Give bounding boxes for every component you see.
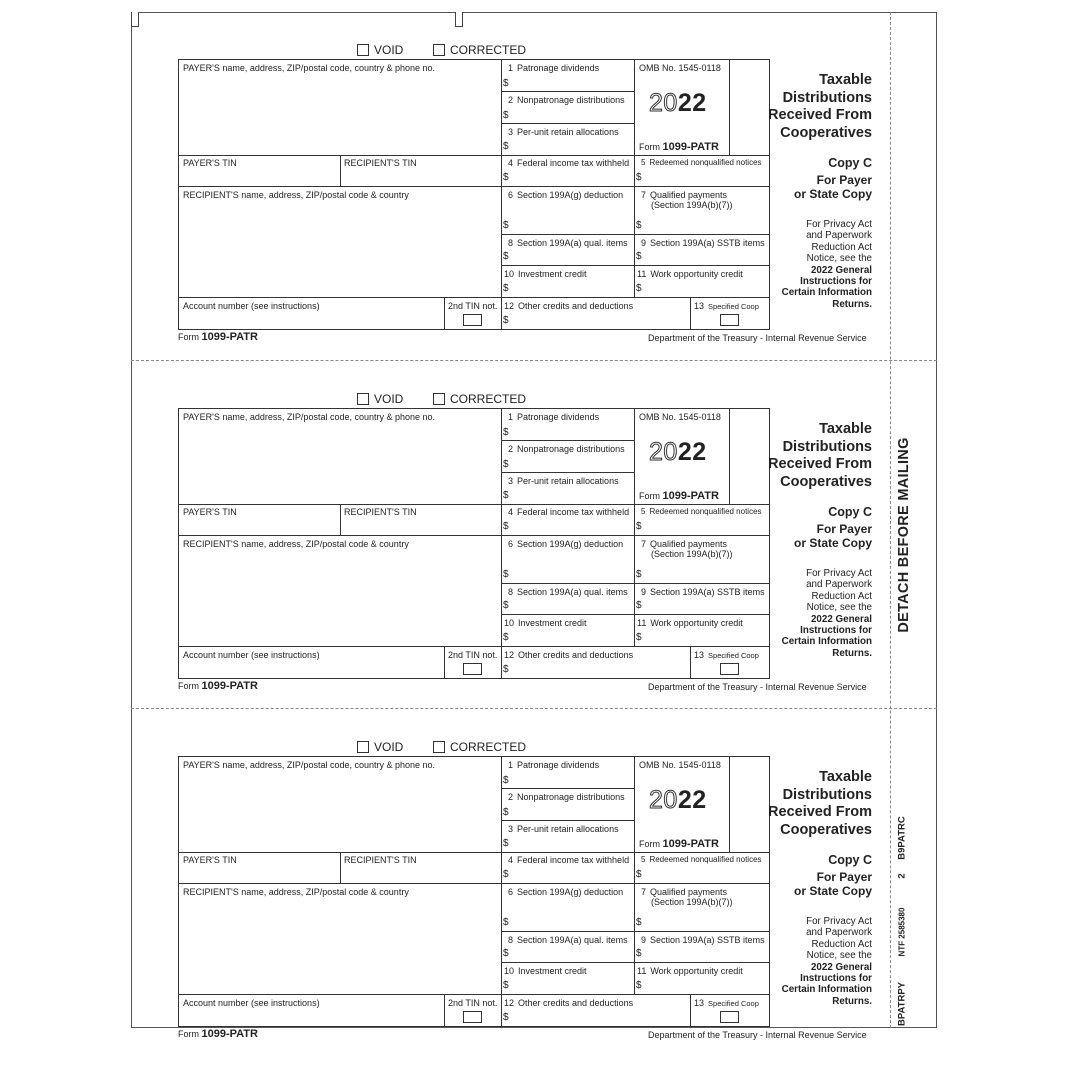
privacy-notice: For Privacy Act and Paperwork Reduction Act Notice, see the 2022 General Instructions for Certain Information Returns. (781, 568, 872, 659)
form-copy (0, 349, 1069, 697)
omb-number: OMB No. 1545-0118 (639, 760, 721, 770)
box13-label: 13 Specified Coop (694, 998, 759, 1008)
dollar-sign: $ (503, 600, 509, 611)
dollar-sign: $ (503, 521, 509, 532)
box2-label[interactable]: 2 Nonpatronage distributions (508, 95, 625, 105)
box9-label[interactable]: 9 Section 199A(a) SSTB items (641, 238, 765, 248)
form-id-footer: Form 1099-PATR (178, 331, 258, 343)
dollar-sign: $ (503, 141, 509, 152)
second-tin-checkbox[interactable] (463, 663, 482, 675)
dollar-sign: $ (503, 1012, 509, 1023)
payer-tin-field[interactable]: PAYER'S TIN (183, 158, 237, 168)
dollar-sign: $ (636, 980, 642, 991)
box1-label[interactable]: 1 Patronage dividends (508, 760, 600, 770)
recipient-tin-field[interactable]: RECIPIENT'S TIN (344, 855, 417, 865)
box6-label[interactable]: 6 Section 199A(g) deduction (508, 539, 624, 549)
void-label: VOID (374, 392, 404, 406)
box7-label[interactable]: 7 Qualified payments (Section 199A(b)(7)) (641, 539, 733, 559)
form-id-top: Form 1099-PATR (639, 838, 719, 850)
privacy-notice: For Privacy Act and Paperwork Reduction Act Notice, see the 2022 General Instructions for Certain Information Returns. (781, 916, 872, 1007)
void-label: VOID (374, 43, 404, 57)
box6-label[interactable]: 6 Section 199A(g) deduction (508, 190, 624, 200)
dollar-sign: $ (503, 220, 509, 231)
dollar-sign: $ (503, 459, 509, 470)
void-checkbox[interactable] (357, 741, 369, 753)
dollar-sign: $ (636, 521, 642, 532)
form-title: Taxable Distributions Received From Cooperatives (768, 72, 872, 141)
dollar-sign: $ (636, 632, 642, 643)
void-label: VOID (374, 740, 404, 754)
box11-label[interactable]: 11 Work opportunity credit (637, 966, 743, 976)
box12-label[interactable]: 12 Other credits and deductions (504, 301, 634, 311)
recipient-name-field[interactable]: RECIPIENT'S name, address, ZIP/postal code & country (183, 539, 409, 549)
dollar-sign: $ (636, 917, 642, 928)
dollar-sign: $ (503, 807, 509, 818)
dollar-sign: $ (503, 490, 509, 501)
privacy-notice: For Privacy Act and Paperwork Reduction Act Notice, see the 2022 General Instructions for Certain Information Returns. (781, 219, 872, 310)
second-tin-checkbox[interactable] (463, 1011, 482, 1023)
box4-label[interactable]: 4 Federal income tax withheld (508, 158, 630, 168)
dollar-sign: $ (636, 283, 642, 294)
dollar-sign: $ (636, 948, 642, 959)
specified-coop-checkbox[interactable] (720, 663, 739, 675)
form-id-footer: Form 1099-PATR (178, 1028, 258, 1040)
payer-name-field[interactable]: PAYER'S name, address, ZIP/postal code, country & phone no. (183, 412, 436, 422)
box5-label[interactable]: 5 Redeemed nonqualified notices (641, 855, 762, 864)
box10-label[interactable]: 10 Investment credit (504, 966, 587, 976)
dollar-sign: $ (636, 569, 642, 580)
void-checkbox[interactable] (357, 44, 369, 56)
copy-designation: Copy C For Payer or State Copy (793, 505, 872, 550)
box8-label[interactable]: 8 Section 199A(a) qual. items (508, 935, 628, 945)
second-tin-label: 2nd TIN not. (448, 650, 498, 660)
dollar-sign: $ (503, 838, 509, 849)
department-footer: Department of the Treasury - Internal Revenue Service (648, 333, 867, 343)
omb-number: OMB No. 1545-0118 (639, 412, 721, 422)
box11-label[interactable]: 11 Work opportunity credit (637, 618, 743, 628)
box13-label: 13 Specified Coop (694, 301, 759, 311)
box4-label[interactable]: 4 Federal income tax withheld (508, 855, 630, 865)
box9-label[interactable]: 9 Section 199A(a) SSTB items (641, 587, 765, 597)
dollar-sign: $ (636, 220, 642, 231)
box3-label[interactable]: 3 Per-unit retain allocations (508, 824, 619, 834)
tax-year: 2022 (649, 438, 707, 466)
box13-label: 13 Specified Coop (694, 650, 759, 660)
tax-year: 2022 (649, 89, 707, 117)
dollar-sign: $ (503, 283, 509, 294)
box11-label[interactable]: 11 Work opportunity credit (637, 269, 743, 279)
dollar-sign: $ (503, 251, 509, 262)
dollar-sign: $ (503, 869, 509, 880)
form-id-top: Form 1099-PATR (639, 490, 719, 502)
dollar-sign: $ (503, 775, 509, 786)
dollar-sign: $ (636, 172, 642, 183)
box10-label[interactable]: 10 Investment credit (504, 269, 587, 279)
omb-number: OMB No. 1545-0118 (639, 63, 721, 73)
second-tin-label: 2nd TIN not. (448, 998, 498, 1008)
dollar-sign: $ (503, 632, 509, 643)
form-title: Taxable Distributions Received From Cooperatives (768, 769, 872, 838)
box12-label[interactable]: 12 Other credits and deductions (504, 998, 634, 1008)
box7-label[interactable]: 7 Qualified payments (Section 199A(b)(7)) (641, 190, 733, 210)
form-id-top: Form 1099-PATR (639, 141, 719, 153)
payer-name-field[interactable]: PAYER'S name, address, ZIP/postal code, country & phone no. (183, 63, 436, 73)
department-footer: Department of the Treasury - Internal Revenue Service (648, 1030, 867, 1040)
corrected-label: CORRECTED (450, 43, 527, 57)
payer-tin-field[interactable]: PAYER'S TIN (183, 507, 237, 517)
second-tin-label: 2nd TIN not. (448, 301, 498, 311)
box5-label[interactable]: 5 Redeemed nonqualified notices (641, 507, 762, 516)
copy-designation: Copy C For Payer or State Copy (793, 156, 872, 201)
box9-label[interactable]: 9 Section 199A(a) SSTB items (641, 935, 765, 945)
payer-tin-field[interactable]: PAYER'S TIN (183, 855, 237, 865)
recipient-name-field[interactable]: RECIPIENT'S name, address, ZIP/postal code & country (183, 190, 409, 200)
box1-label[interactable]: 1 Patronage dividends (508, 412, 600, 422)
recipient-tin-field[interactable]: RECIPIENT'S TIN (344, 158, 417, 168)
corrected-checkbox[interactable] (433, 44, 445, 56)
dollar-sign: $ (503, 172, 509, 183)
form-id-footer: Form 1099-PATR (178, 680, 258, 692)
box4-label[interactable]: 4 Federal income tax withheld (508, 507, 630, 517)
dollar-sign: $ (503, 980, 509, 991)
form-title: Taxable Distributions Received From Cooperatives (768, 421, 872, 490)
box2-label[interactable]: 2 Nonpatronage distributions (508, 444, 625, 454)
box8-label[interactable]: 8 Section 199A(a) qual. items (508, 587, 628, 597)
dollar-sign: $ (503, 110, 509, 121)
corrected-checkbox[interactable] (433, 741, 445, 753)
dollar-sign: $ (503, 315, 509, 326)
account-number-field[interactable]: Account number (see instructions) (183, 650, 320, 660)
recipient-name-field[interactable]: RECIPIENT'S name, address, ZIP/postal code & country (183, 887, 409, 897)
recipient-tin-field[interactable]: RECIPIENT'S TIN (344, 507, 417, 517)
specified-coop-checkbox[interactable] (720, 1011, 739, 1023)
box7-label[interactable]: 7 Qualified payments (Section 199A(b)(7)) (641, 887, 733, 907)
account-number-field[interactable]: Account number (see instructions) (183, 998, 320, 1008)
box1-label[interactable]: 1 Patronage dividends (508, 63, 600, 73)
second-tin-checkbox[interactable] (463, 314, 482, 326)
corrected-label: CORRECTED (450, 392, 527, 406)
account-number-field[interactable]: Account number (see instructions) (183, 301, 320, 311)
box5-label[interactable]: 5 Redeemed nonqualified notices (641, 158, 762, 167)
dollar-sign: $ (503, 948, 509, 959)
box12-label[interactable]: 12 Other credits and deductions (504, 650, 634, 660)
box8-label[interactable]: 8 Section 199A(a) qual. items (508, 238, 628, 248)
dollar-sign: $ (636, 600, 642, 611)
box3-label[interactable]: 3 Per-unit retain allocations (508, 476, 619, 486)
corrected-label: CORRECTED (450, 740, 527, 754)
box2-label[interactable]: 2 Nonpatronage distributions (508, 792, 625, 802)
specified-coop-checkbox[interactable] (720, 314, 739, 326)
dollar-sign: $ (503, 427, 509, 438)
box3-label[interactable]: 3 Per-unit retain allocations (508, 127, 619, 137)
dollar-sign: $ (503, 664, 509, 675)
void-checkbox[interactable] (357, 393, 369, 405)
box10-label[interactable]: 10 Investment credit (504, 618, 587, 628)
box6-label[interactable]: 6 Section 199A(g) deduction (508, 887, 624, 897)
dollar-sign: $ (636, 251, 642, 262)
form-copy (0, 0, 1069, 348)
corrected-checkbox[interactable] (433, 393, 445, 405)
dollar-sign: $ (503, 78, 509, 89)
form-copy (0, 697, 1069, 1045)
payer-name-field[interactable]: PAYER'S name, address, ZIP/postal code, country & phone no. (183, 760, 436, 770)
dollar-sign: $ (503, 569, 509, 580)
department-footer: Department of the Treasury - Internal Revenue Service (648, 682, 867, 692)
dollar-sign: $ (503, 917, 509, 928)
dollar-sign: $ (636, 869, 642, 880)
tax-year: 2022 (649, 786, 707, 814)
copy-designation: Copy C For Payer or State Copy (793, 853, 872, 898)
